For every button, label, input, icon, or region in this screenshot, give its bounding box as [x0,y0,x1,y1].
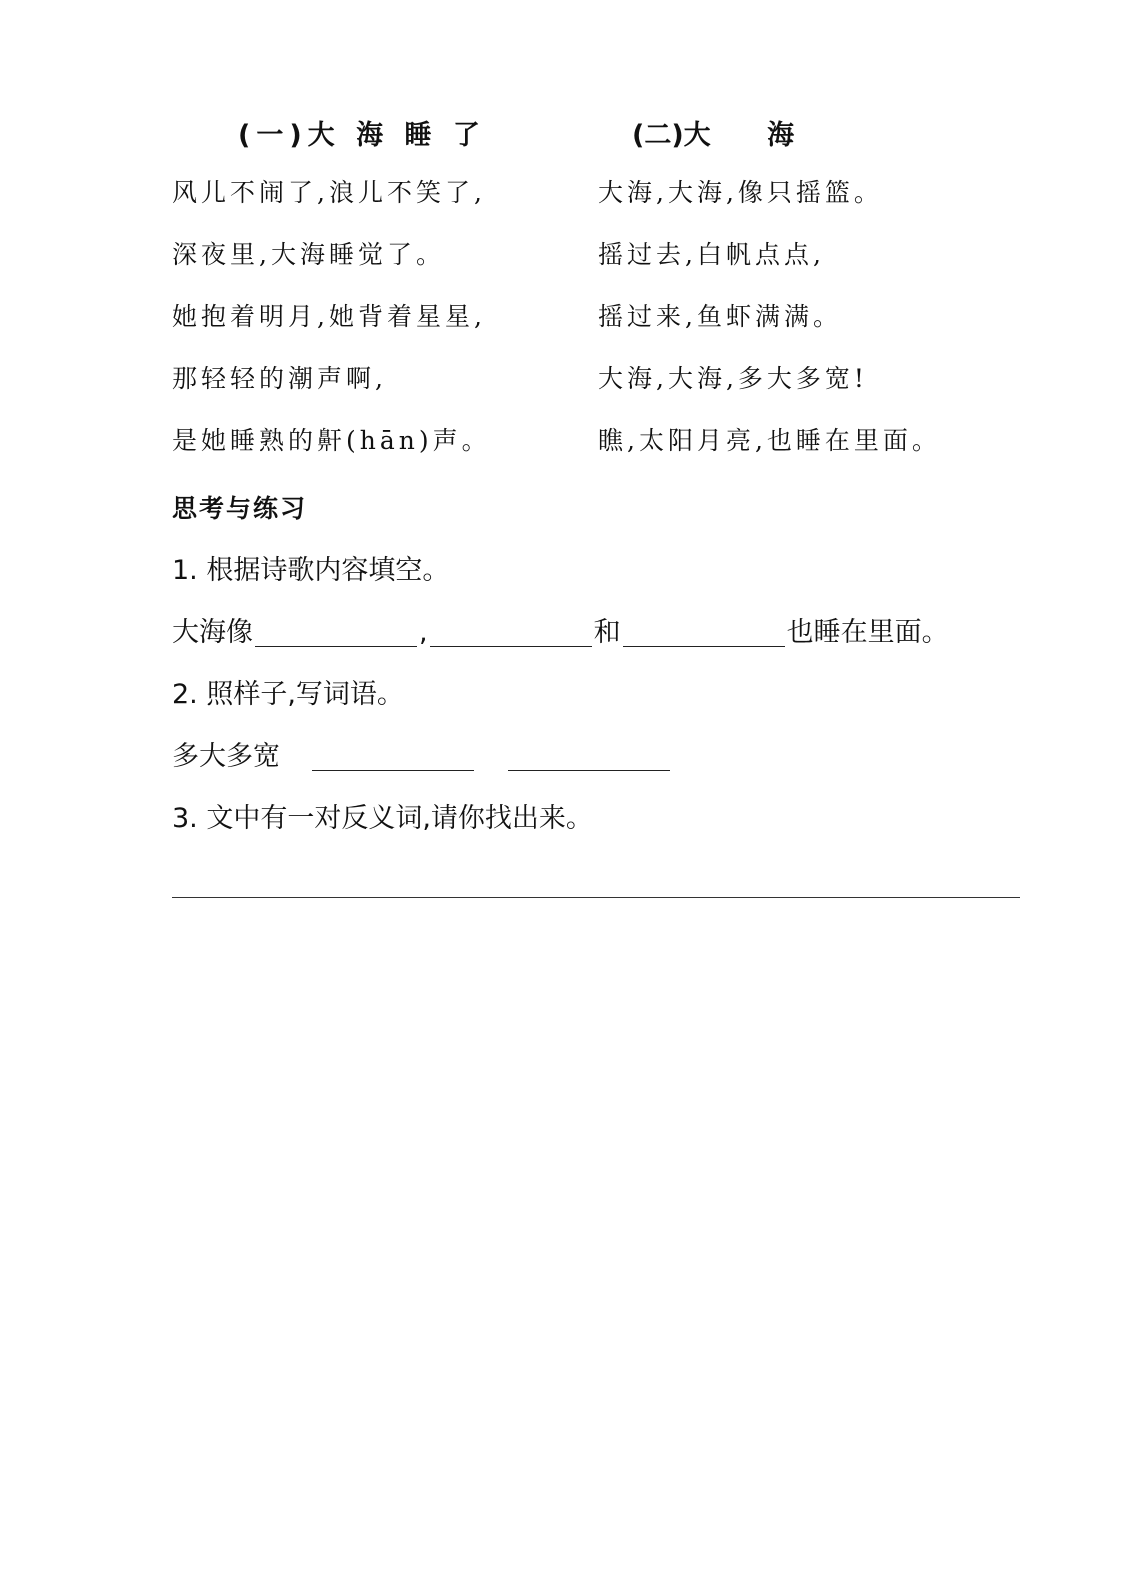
exercises-heading: 思考与练习 [172,494,308,523]
poem-two-line-3: 摇过来,鱼虾满满。 [598,302,842,331]
poem-two-line-5: 瞧,太阳月亮,也睡在里面。 [598,426,941,455]
example-word: 多大多宽 [172,741,280,772]
answer-blank-2[interactable] [430,608,592,647]
answer-line[interactable] [172,897,1020,898]
poem-two-title: (二)大 海 [632,120,795,151]
fill-suffix: 也睡在里面。 [786,617,949,648]
poem-two-line-1: 大海,大海,像只摇篮。 [598,178,883,207]
fill-separator-and: 和 [593,617,621,648]
poem-one-line-4: 那轻轻的潮声啊, [172,364,387,393]
fill-prefix: 大海像 [172,617,253,648]
poem-one-line-3: 她抱着明月,她背着星星, [172,302,486,331]
answer-blank-1[interactable] [255,608,417,647]
poem-one-line-2: 深夜里,大海睡觉了。 [172,240,445,269]
question-1-prompt: 1. 根据诗歌内容填空。 [172,555,450,586]
poem-two [598,110,1018,472]
question-2-example-row [172,726,672,788]
poem-one-title: (一)大 海 睡 了 [238,120,486,151]
answer-blank-5[interactable] [508,732,670,771]
question-1-fill-sentence [172,602,949,664]
answer-blank-4[interactable] [312,732,474,771]
fill-separator-comma: , [419,617,428,648]
poem-one [172,110,572,472]
poem-two-line-4: 大海,大海,多大多宽! [598,364,868,393]
answer-blank-3[interactable] [623,608,785,647]
question-3-prompt: 3. 文中有一对反义词,请你找出来。 [172,803,593,834]
poem-one-line-1: 风儿不闹了,浪儿不笑了, [172,178,486,207]
poem-one-line-5: 是她睡熟的鼾(hān)声。 [172,426,491,455]
poem-two-line-2: 摇过去,白帆点点, [598,240,825,269]
question-2-prompt: 2. 照样子,写词语。 [172,679,404,710]
